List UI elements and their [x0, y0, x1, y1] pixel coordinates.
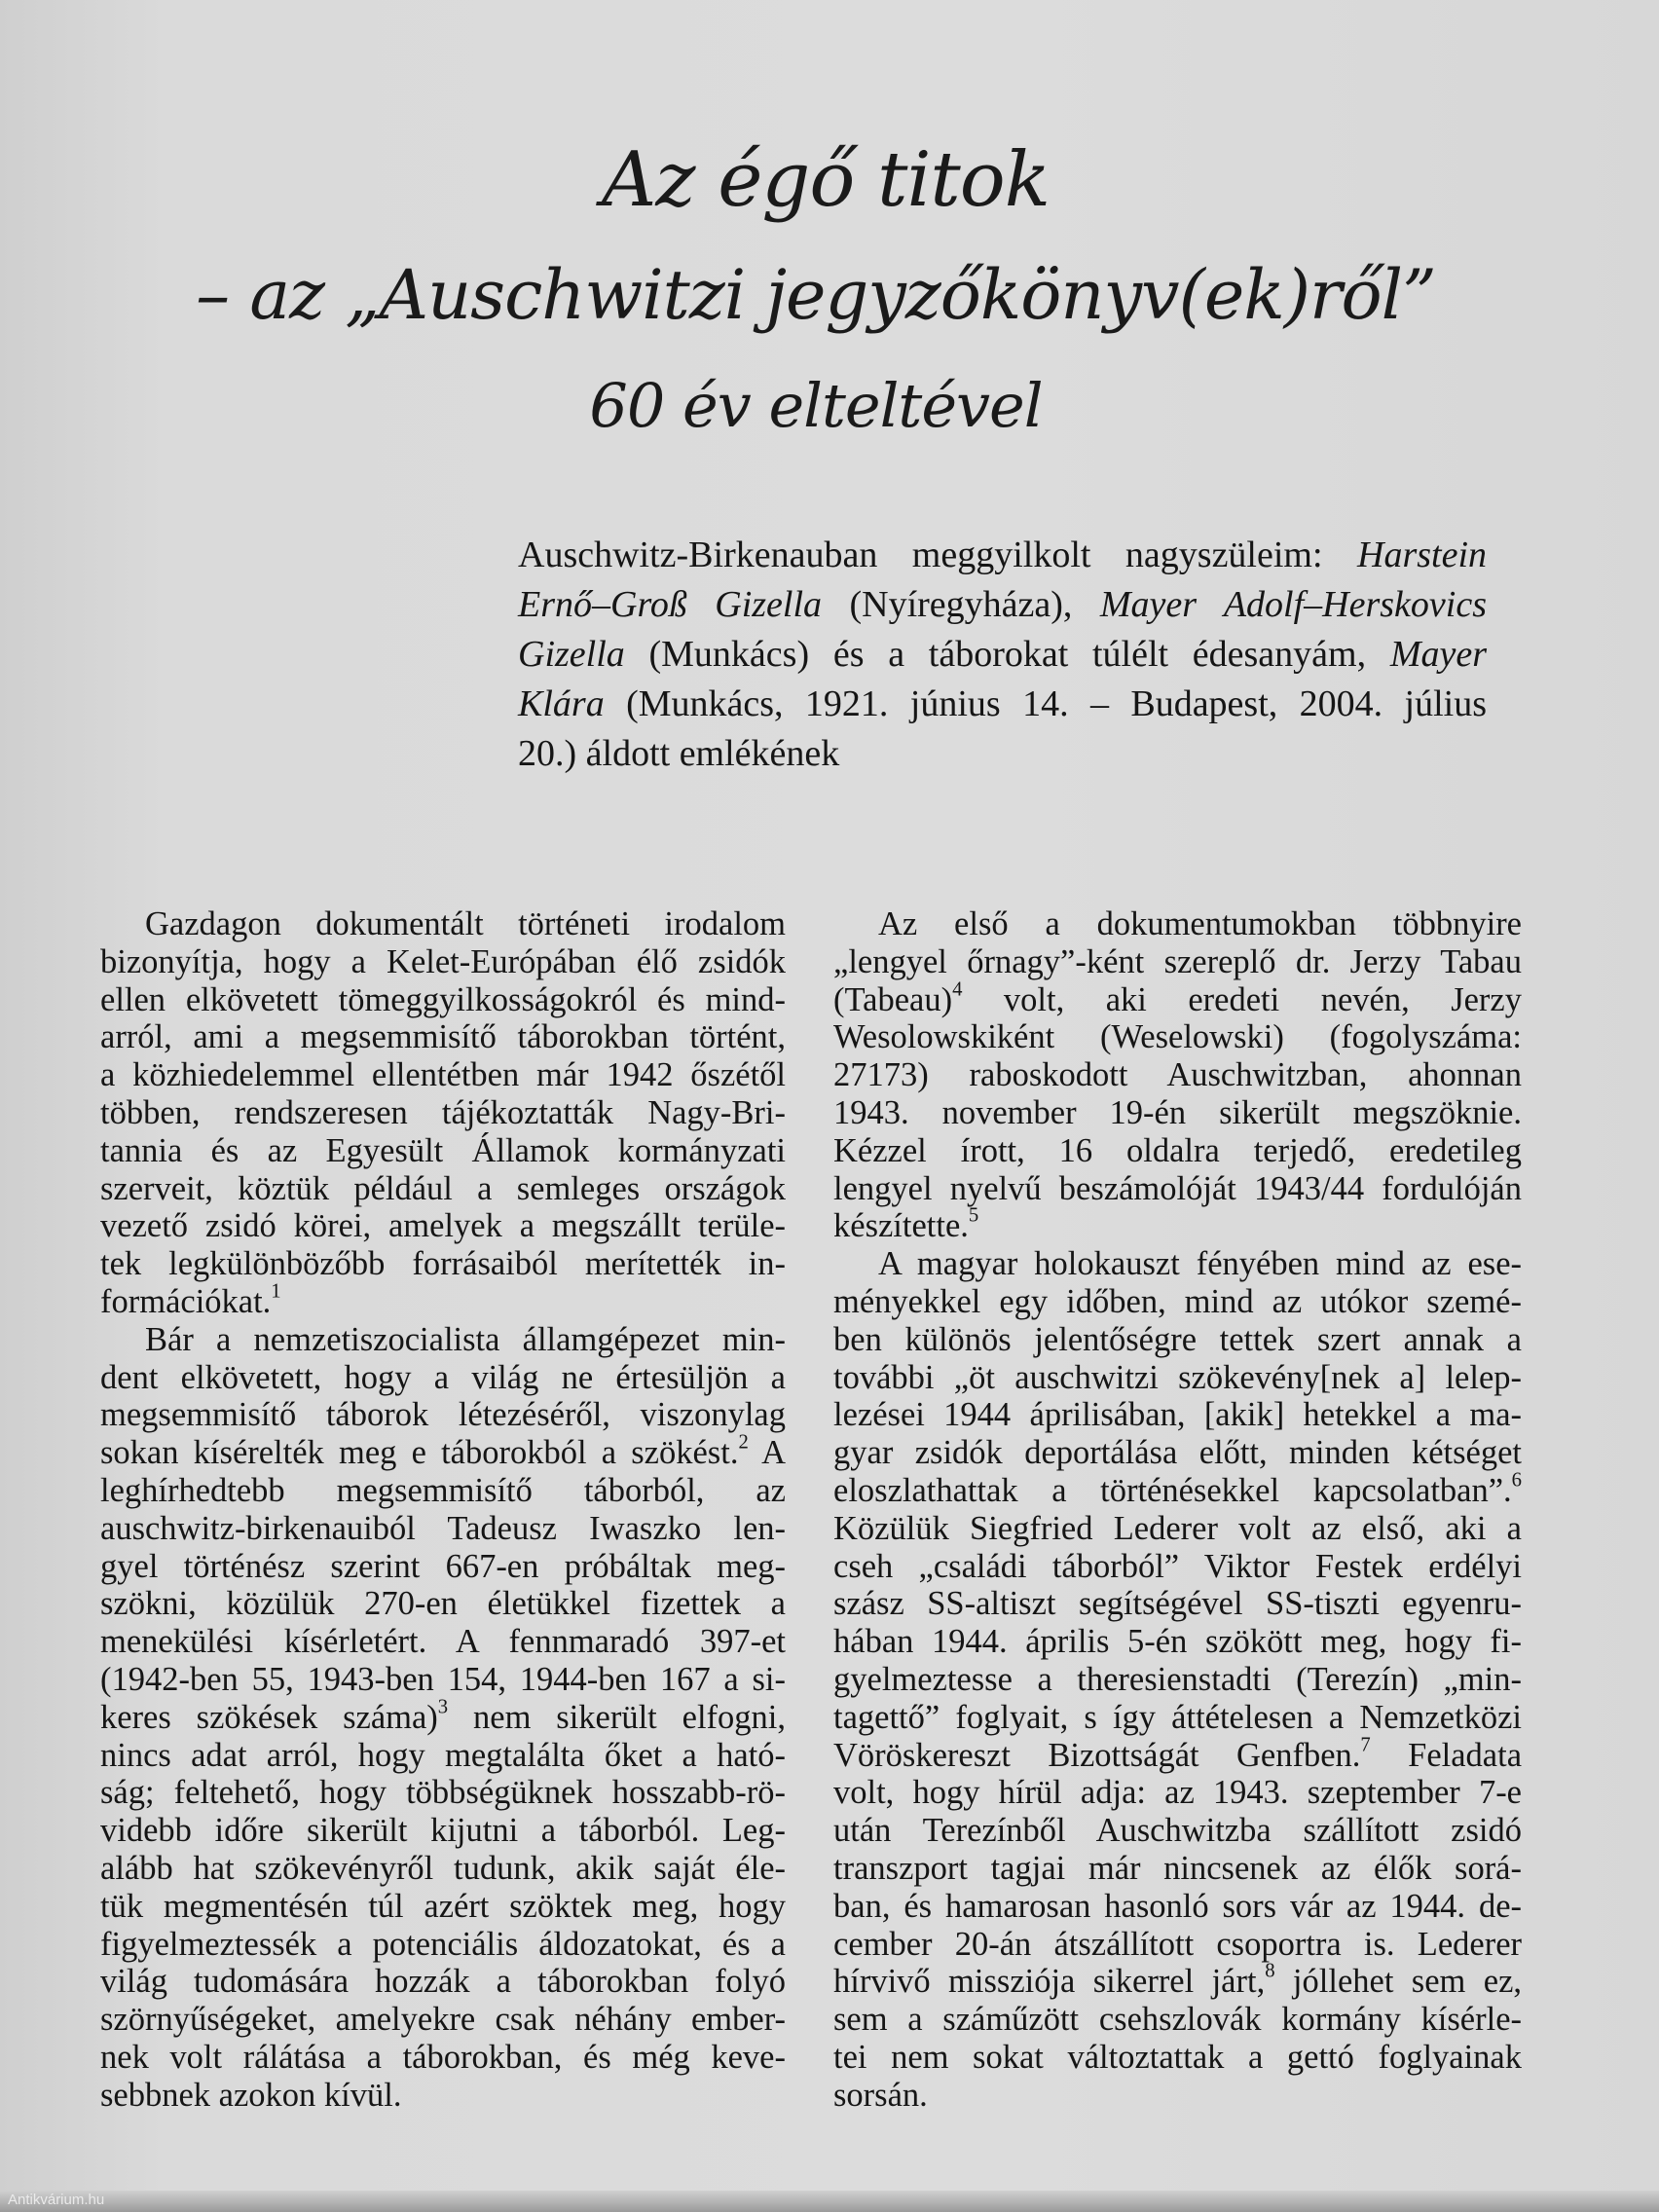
footnote-ref[interactable]: 1 — [271, 1280, 281, 1303]
text-line — [833, 1283, 1522, 1321]
text-line — [100, 1280, 786, 1321]
text-segment: Gizella — [518, 634, 625, 675]
text-line — [100, 1888, 786, 1926]
text-segment: hában 1944. április 5-én szökött meg, hogy fi- — [833, 1623, 1522, 1661]
text-line — [833, 1321, 1522, 1359]
text-segment: cember 20-án átszállított csoportra is. Lederer — [833, 1925, 1522, 1963]
text-line — [833, 1510, 1522, 1548]
text-segment: világ tudomására hozzák a táborokban folyó — [100, 1963, 786, 2001]
text-line — [100, 2001, 786, 2039]
text-line — [100, 1510, 786, 1548]
text-line — [833, 1850, 1522, 1888]
text-segment: formációkat. — [100, 1282, 272, 1320]
text-segment: dent elkövetett, hogy a világ ne értesüljön a — [100, 1358, 786, 1396]
page-edge — [0, 2191, 1659, 2212]
text-segment: Ernő–Groß Gizella — [518, 584, 823, 625]
text-line — [833, 978, 1522, 1019]
text-line — [518, 580, 1487, 630]
text-line — [100, 1661, 786, 1699]
text-segment: Mayer — [1389, 634, 1487, 675]
text-segment: cseh „családi táborból” Viktor Festek erdélyi — [833, 1547, 1522, 1585]
footnote-ref[interactable]: 6 — [1511, 1469, 1522, 1492]
text-segment: Mayer Adolf–Herskovics — [1099, 584, 1487, 625]
text-line — [100, 1585, 786, 1623]
text-segment: sorsán. — [833, 2076, 928, 2114]
text-segment: (Munkács) és a táborokat túlélt édesanyám, — [624, 634, 1390, 675]
text-segment: Közülük Siegfried Lederer volt az első, aki a — [833, 1509, 1522, 1547]
text-segment: után Terezínből Auschwitzba szállított zsidó — [833, 1812, 1522, 1850]
text-segment: ben különös jelentőségre tettek szert annak a — [833, 1320, 1522, 1358]
text-line — [100, 1207, 786, 1245]
text-segment: szökni, közülük 270-en életükkel fizettek a — [100, 1585, 786, 1623]
text-line — [833, 1548, 1522, 1586]
text-segment: Feladata — [1370, 1736, 1523, 1774]
text-line — [100, 2077, 786, 2115]
text-segment: szász SS-altiszt segítségével SS-tiszti egyenru- — [833, 1585, 1522, 1623]
text-line — [833, 1623, 1522, 1661]
text-line — [100, 1321, 786, 1359]
footnote-ref[interactable]: 8 — [1265, 1960, 1275, 1982]
footnote-ref[interactable]: 4 — [952, 978, 963, 1001]
text-segment: A — [748, 1434, 787, 1472]
text-segment: jóllehet sem ez, — [1274, 1963, 1523, 2001]
text-line — [100, 1774, 786, 1812]
text-line — [518, 680, 1487, 729]
text-line — [100, 1850, 786, 1888]
text-segment: ság; feltehető, hogy többségüknek hosszabb-rö- — [100, 1774, 786, 1812]
text-segment: bizonyítja, hogy a Kelet-Európában élő zsidók — [100, 942, 786, 980]
text-line — [100, 1623, 786, 1661]
text-line — [833, 1926, 1522, 1964]
text-segment: tagettő” foglyait, s így áttételesen a Nemzetközi — [833, 1698, 1522, 1736]
text-segment: eloszlathattak a történésekkel kapcsolatban”. — [833, 1471, 1512, 1509]
text-segment: arról, ami a megsemmisítő táborokban történt, — [100, 1018, 786, 1056]
text-line — [100, 1094, 786, 1132]
text-segment: vezető zsidó körei, amelyek a megszállt terüle- — [100, 1207, 786, 1245]
text-segment: gyel történész szerint 667-en próbáltak meg- — [100, 1547, 786, 1585]
text-segment: videbb időre sikerült kijutni a táborból. Leg- — [100, 1812, 786, 1850]
text-segment: volt, aki eredeti nevén, Jerzy — [962, 980, 1522, 1018]
text-segment: a közhiedelemmel ellentétben már 1942 őszétől — [100, 1056, 786, 1094]
footnote-ref[interactable]: 5 — [968, 1204, 979, 1227]
text-line — [100, 905, 786, 943]
paragraph — [100, 1321, 786, 2115]
text-segment: tek legkülönbözőbb forrásaiból merítették in- — [100, 1245, 786, 1283]
text-segment: tük megmentésén túl azért szöktek meg, hogy — [100, 1887, 786, 1925]
text-line — [100, 1472, 786, 1510]
text-line — [833, 1469, 1522, 1510]
text-line — [100, 1431, 787, 1472]
text-segment: ban, és hamarosan hasonló sors vár az 1944. de- — [833, 1887, 1522, 1925]
text-line — [100, 1963, 786, 2001]
text-segment: (Nyíregyháza), — [822, 584, 1100, 625]
text-line — [833, 1960, 1523, 2001]
text-segment: nincs adat arról, hogy megtalálta őket a ható- — [100, 1736, 786, 1774]
text-line — [833, 1888, 1522, 1926]
footnote-ref[interactable]: 3 — [437, 1696, 449, 1718]
text-line — [100, 1926, 786, 1964]
text-segment: Auschwitz-Birkenauban meggyilkolt nagyszüleim: — [518, 535, 1357, 575]
text-line — [833, 1812, 1522, 1850]
text-line — [833, 1018, 1522, 1056]
text-segment: 1943. november 19-én sikerült megszöknie. — [833, 1093, 1522, 1131]
text-line — [100, 1737, 786, 1775]
text-segment: 20.) áldott emlékének — [518, 733, 840, 774]
text-line — [833, 1170, 1522, 1208]
footnote-ref[interactable]: 2 — [738, 1431, 749, 1454]
text-segment: szerveit, köztük például a semleges országok — [100, 1169, 786, 1207]
text-segment: „lengyel őrnagy”-ként szereplő dr. Jerzy Tabau — [833, 942, 1522, 980]
text-segment: nem sikerült elfogni, — [448, 1698, 786, 1736]
text-segment: sebbnek azokon kívül. — [100, 2076, 402, 2114]
text-segment: keres szökések száma) — [100, 1698, 438, 1736]
text-segment: figyelmeztessék a potenciális áldozatokat, és a — [100, 1925, 786, 1963]
title-subtitle-2: 60 év elteltével — [589, 370, 1043, 441]
text-segment: (Tabeau) — [833, 980, 953, 1018]
text-segment: Gazdagon dokumentált történeti irodalom — [145, 905, 786, 942]
text-segment: sem a száműzött csehszlovák kormány kísérle- — [833, 2001, 1522, 2039]
text-segment: készítette. — [833, 1207, 969, 1245]
text-line — [833, 943, 1522, 981]
title-subtitle: – az „Auschwitzi jegyzőkönyv(ek)ről” — [196, 255, 1436, 335]
text-segment: többen, rendszeresen tájékoztatták Nagy-Bri- — [100, 1093, 786, 1131]
text-segment: Klára — [518, 683, 605, 724]
text-segment: leghírhedtebb megsemmisítő táborból, az — [100, 1471, 786, 1509]
text-segment: gyelmeztesse a theresienstadti (Terezín) „min- — [833, 1660, 1522, 1698]
text-segment: (Munkács, 1921. június 14. – Budapest, 2004. július — [604, 683, 1487, 724]
text-segment: A magyar holokauszt fényében mind az ese- — [878, 1245, 1522, 1283]
text-segment: hírvivő missziója sikerrel járt, — [833, 1963, 1266, 2001]
text-line — [100, 1359, 786, 1397]
text-segment: auschwitz-birkenauiból Tadeusz Iwaszko len- — [100, 1509, 786, 1547]
title-main: Az égő titok — [602, 136, 1050, 224]
text-segment: sokan kísérelték meg e táborokból a szökést. — [100, 1434, 739, 1472]
footnote-ref[interactable]: 7 — [1360, 1734, 1371, 1756]
text-segment: Wesolowskiként (Weselowski) (fogolyszáma: — [833, 1018, 1522, 1056]
text-segment: 27173) raboskodott Auschwitzban, ahonnan — [833, 1056, 1522, 1094]
paragraph — [100, 905, 786, 1321]
text-line — [100, 1396, 786, 1434]
text-line — [100, 1170, 786, 1208]
text-segment: megsemmisítő táborok létezéséről, viszonylag — [100, 1396, 786, 1434]
text-segment: tei nem sokat változtattak a gettó foglyainak — [833, 2038, 1522, 2076]
text-segment: Bár a nemzetiszocialista államgépezet min- — [145, 1320, 786, 1358]
right-column — [833, 905, 1522, 2115]
text-line — [100, 1245, 786, 1283]
text-segment: (1942-ben 55, 1943-ben 154, 1944-ben 167 a si- — [100, 1660, 786, 1698]
watermark: Antikvárium.hu — [8, 2192, 105, 2208]
left-column — [100, 905, 786, 2115]
text-line — [833, 1056, 1522, 1094]
text-line — [100, 1018, 786, 1056]
text-line — [518, 729, 1487, 779]
text-line — [833, 1245, 1522, 1283]
text-segment: további „öt auschwitzi szökevény[nek a] lelep- — [833, 1358, 1522, 1396]
text-segment: transzport tagjai már nincsenek az élők sorá- — [833, 1849, 1522, 1887]
paragraph — [833, 905, 1522, 1245]
text-segment: ellen elkövetett tömeggyilkosságokról és mind- — [100, 980, 786, 1018]
text-line — [100, 1548, 786, 1586]
text-line — [100, 1696, 786, 1737]
text-segment: Kézzel írott, 16 oldalra terjedő, eredetileg — [833, 1131, 1522, 1169]
text-segment: szörnyűségeket, amelyekre csak néhány ember- — [100, 2001, 786, 2039]
text-line — [100, 1056, 786, 1094]
text-line — [833, 1396, 1522, 1434]
text-line — [518, 531, 1487, 580]
text-line — [833, 2001, 1522, 2039]
text-segment: Harstein — [1357, 535, 1487, 575]
text-line — [833, 1359, 1522, 1397]
text-line — [833, 1204, 1522, 1245]
text-line — [833, 905, 1522, 943]
text-segment: volt, hogy hírül adja: az 1943. szeptember 7-e — [833, 1774, 1522, 1812]
paragraph — [833, 1245, 1522, 2114]
text-segment: lengyel nyelvű beszámolóját 1943/44 fordulóján — [833, 1169, 1522, 1207]
text-line — [100, 1132, 786, 1170]
text-line — [833, 1661, 1522, 1699]
text-line — [100, 943, 786, 981]
text-line — [833, 1585, 1522, 1623]
text-line — [518, 630, 1487, 680]
text-segment: ményekkel egy időben, mind az utókor szemé- — [833, 1282, 1522, 1320]
text-line — [833, 1132, 1522, 1170]
text-segment: lezései 1944 áprilisában, [akik] hetekkel a ma- — [833, 1396, 1522, 1434]
text-line — [100, 981, 786, 1019]
text-segment: tannia és az Egyesült Államok kormányzati — [100, 1131, 786, 1169]
text-segment: gyar zsidók deportálása előtt, minden kétséget — [833, 1434, 1522, 1472]
text-segment: Vöröskereszt Bizottságát Genfben. — [833, 1736, 1361, 1774]
text-line — [833, 2077, 1522, 2115]
text-segment: menekülési kísérletért. A fennmaradó 397-et — [100, 1623, 786, 1661]
text-segment: nek volt rálátása a táborokban, és még keve- — [100, 2038, 786, 2076]
text-line — [833, 1734, 1523, 1775]
text-line — [833, 1774, 1522, 1812]
text-line — [100, 1812, 786, 1850]
text-line — [833, 1699, 1522, 1737]
dedication — [518, 531, 1487, 779]
text-line — [833, 2039, 1522, 2077]
text-segment: alább hat szökevényről tudunk, akik saját éle- — [100, 1849, 786, 1887]
text-line — [833, 1094, 1522, 1132]
text-line — [100, 2039, 786, 2077]
text-segment: Az első a dokumentumokban többnyire — [878, 905, 1522, 942]
text-line — [833, 1434, 1522, 1472]
